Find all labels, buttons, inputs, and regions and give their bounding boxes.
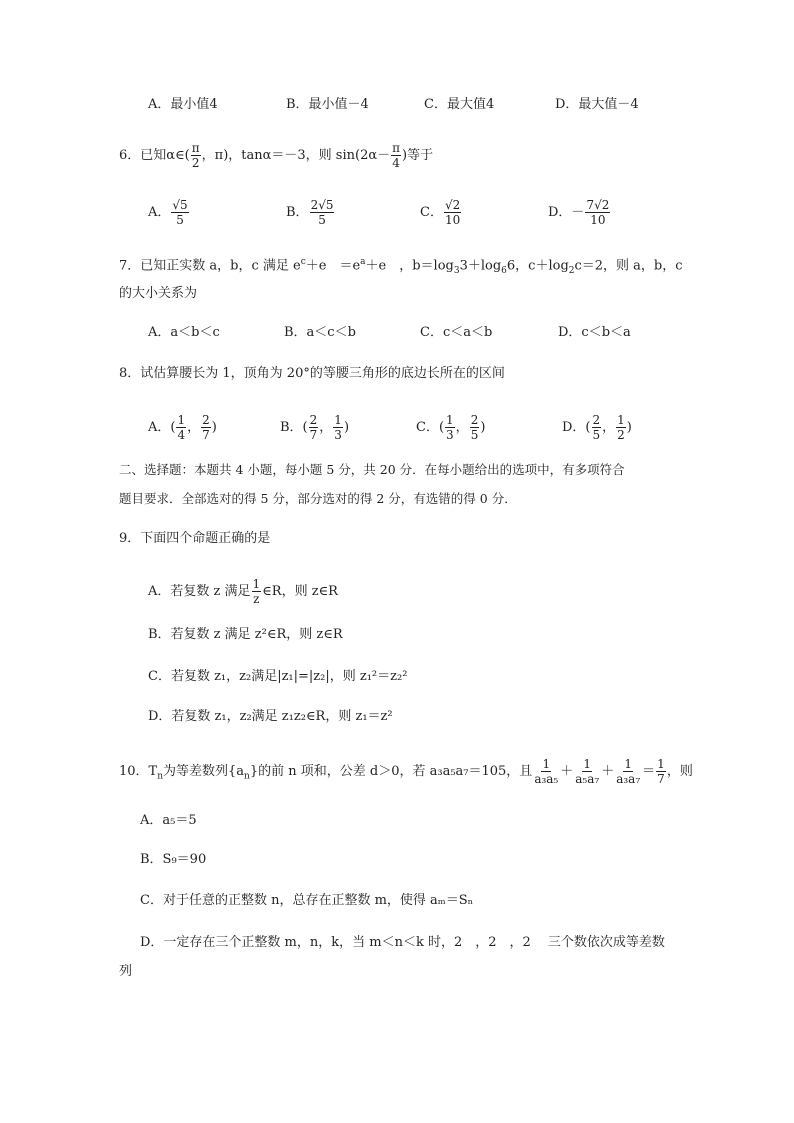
q6-option-d: D．－ $\frac{7√2}{10}$ (548, 198, 610, 227)
q5-option-d: D．最大值－4 (555, 97, 639, 112)
q7-option-a: A．a＜b＜c (148, 325, 220, 340)
q10-stem: 10．$T_n$为等差数列$\{a_n\}$的前 n 项和，公差 d＞0，若 a₃a₅a₇＝105，且 $\frac{1}{\text{a₃a₅}}$ ＋ $\frac{1}{\text{a₅a₇}}$ ＋ $\frac{1}{\text{a₃a₇}}$ ＝ $\frac{1}{7}$ ，则 (119, 757, 693, 786)
q7-stem-line2: 的大小关系为 (119, 286, 198, 301)
q9-stem: 9．下面四个命题正确的是 (119, 531, 271, 546)
q6-option-a: A． $\frac{√5}{5}$ (148, 198, 188, 227)
q6-option-b: B． $\frac{2√5}{5}$ (286, 198, 334, 227)
q8-option-a: A．( $\frac{1}{4}$ ， $\frac{2}{7}$ ) (148, 413, 217, 442)
q10-option-b: B．S₉＝90 (140, 852, 207, 867)
section2-instruction-line1: 二、选择题：本题共 4 小题，每小题 5 分，共 20 分．在每小题给出的选项中，有多项符合 (119, 462, 625, 477)
q7-option-c: C．c＜a＜b (420, 325, 493, 340)
q8-option-c: C．( $\frac{1}{3}$ ， $\frac{2}{5}$ ) (416, 413, 486, 442)
q10-option-d-line1: D．一定存在三个正整数 m，n，k，当 m＜n＜k 时，2 ，2 ，2 三个数依次成等差数 (140, 935, 665, 950)
q8-stem: 8．试估算腰长为 1，顶角为 20°的等腰三角形的底边长所在的区间 (119, 366, 505, 381)
q10-option-c: C．对于任意的正整数 n，总存在正整数 m，使得 aₘ＝Sₙ (140, 893, 474, 908)
q5-option-c: C．最大值4 (424, 97, 495, 112)
q8-option-d: D．( $\frac{2}{5}$ ， $\frac{1}{2}$ ) (562, 413, 632, 442)
q5-option-a: A．最小值4 (148, 97, 218, 112)
q9-option-d: D．若复数 z₁，z₂满足 z₁z₂∈R，则 z₁＝z² (148, 709, 393, 724)
q7-option-d: D．c＜b＜a (558, 325, 631, 340)
q7-option-b: B．a＜c＜b (284, 325, 356, 340)
q6-option-c: C． $\frac{√2}{10}$ (420, 198, 461, 227)
section2-instruction-line2: 题目要求．全部选对的得 5 分，部分选对的得 2 分，有选错的得 0 分． (119, 491, 517, 506)
q5-option-b: B．最小值－4 (286, 97, 369, 112)
q7-stem-line1: 7．已知正实数 a，b，c 满足 $e^c+e$ $=e^a+e$ ，$b=\log_33+\log_66$，$c+\log_2c=2$，则 a，b，c (119, 257, 683, 276)
q9-option-b: B．若复数 z 满足 z²∈R，则 z∈R (148, 627, 343, 642)
q10-option-a: A．a₅＝5 (140, 813, 197, 828)
q9-option-a: A．若复数 z 满足 $\frac{1}{z}$ ∈R，则 z∈R (148, 577, 338, 606)
q8-option-b: B．( $\frac{2}{7}$ ， $\frac{1}{3}$ ) (280, 413, 350, 442)
q10-option-d-line2: 列 (119, 964, 133, 979)
q6-stem: 6．已知α∈( $\frac{\pi}{2}$ ，π)，tanα＝－3，则 sin(2α－ $\frac{\pi}{4}$ )等于 (119, 141, 434, 170)
q9-option-c: C．若复数 z₁，z₂满足|z₁|=|z₂|，则 z₁²＝z₂² (148, 669, 408, 684)
